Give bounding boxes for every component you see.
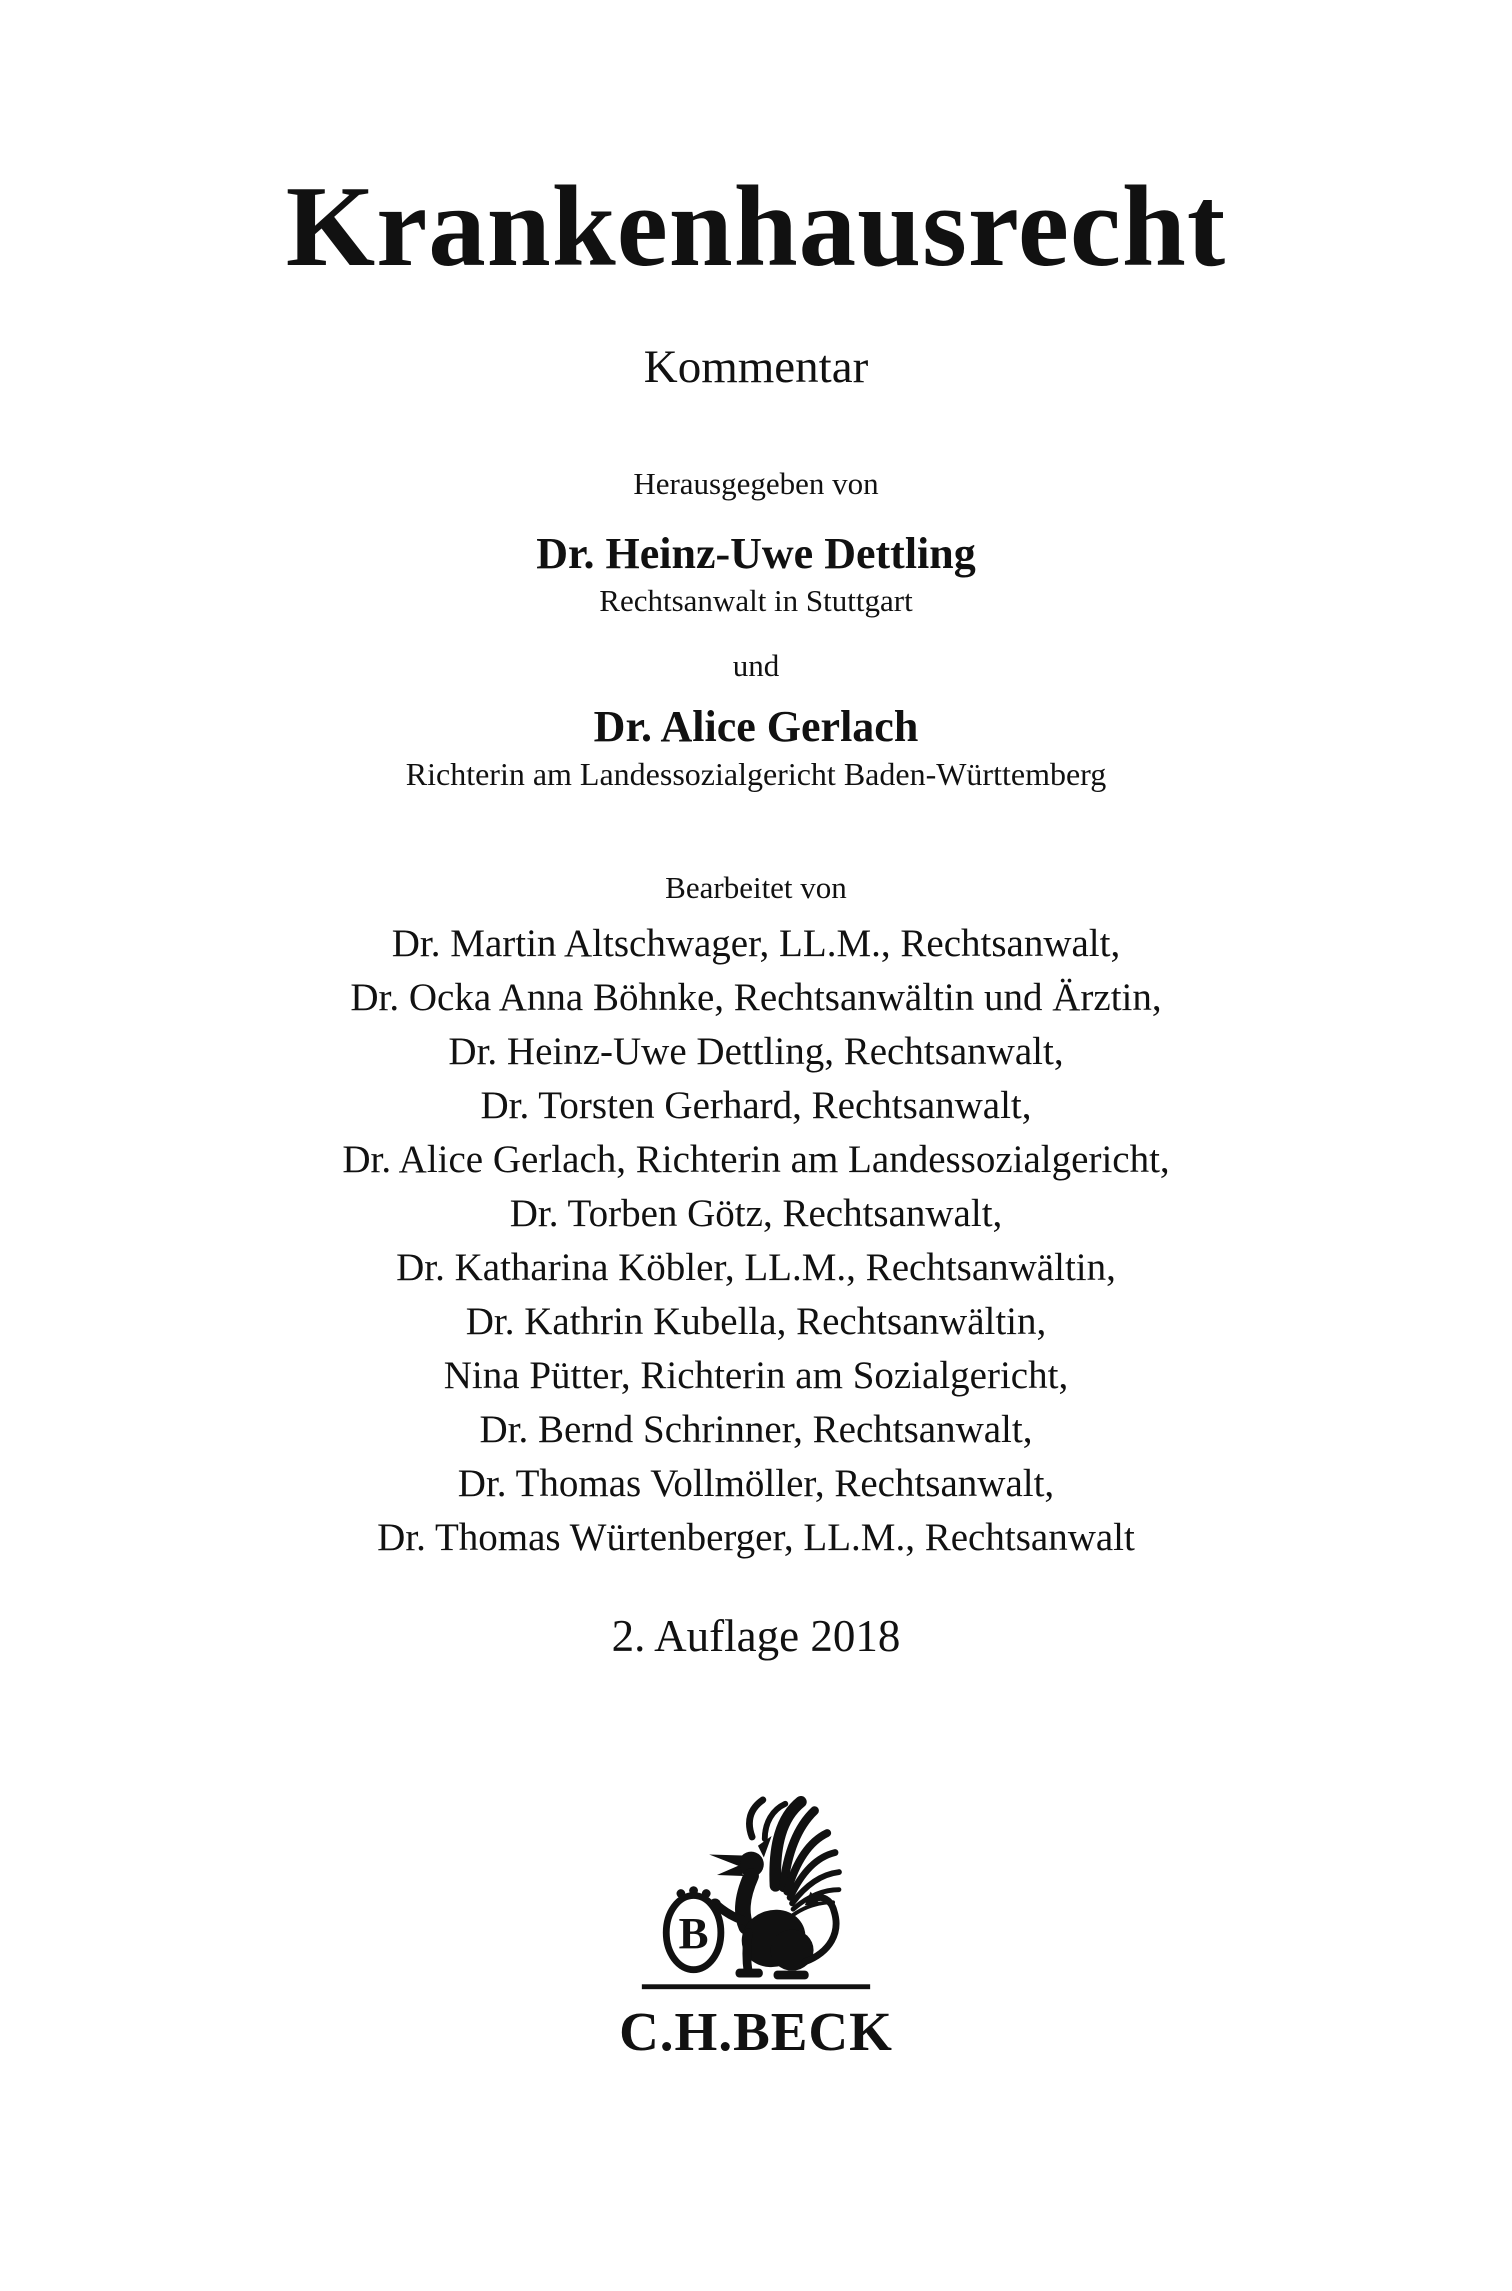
publisher-logo <box>636 1796 876 1996</box>
griffin-icon <box>709 1800 839 1980</box>
publisher-name: C.H.BECK <box>619 2001 893 2062</box>
book-subtitle: Kommentar <box>643 341 869 393</box>
contributor-line: Dr. Torsten Gerhard, Rechtsanwalt, <box>480 1084 1032 1127</box>
contributor-line: Dr. Katharina Köbler, LL.M., Rechtsanwältin, <box>396 1246 1116 1289</box>
contributor-line: Dr. Thomas Würtenberger, LL.M., Rechtsanwalt <box>377 1516 1135 1559</box>
contributor-line: Dr. Alice Gerlach, Richterin am Landessozialgericht, <box>342 1138 1170 1181</box>
contributor-line: Dr. Bernd Schrinner, Rechtsanwalt, <box>479 1408 1033 1451</box>
contributors-label: Bearbeitet von <box>665 870 847 905</box>
contributor-line: Dr. Heinz-Uwe Dettling, Rechtsanwalt, <box>448 1030 1064 1073</box>
contributor-line: Dr. Torben Götz, Rechtsanwalt, <box>509 1192 1003 1235</box>
editor-name: Dr. Heinz-Uwe Dettling <box>536 529 976 578</box>
monogram-letter: B <box>678 1908 709 1959</box>
editor-role: Richterin am Landessozialgericht Baden-Württemberg <box>405 756 1107 792</box>
contributor-line: Nina Pütter, Richterin am Sozialgericht, <box>443 1354 1069 1397</box>
monogram-badge <box>666 1886 721 1969</box>
editor-role: Rechtsanwalt in Stuttgart <box>599 583 913 618</box>
contributor-line: Dr. Thomas Vollmöller, Rechtsanwalt, <box>457 1462 1055 1505</box>
contributor-line: Dr. Ocka Anna Böhnke, Rechtsanwältin und Ärztin, <box>350 976 1162 1019</box>
edition-notice: 2. Auflage 2018 <box>611 1611 901 1661</box>
contributor-line: Dr. Kathrin Kubella, Rechtsanwältin, <box>465 1300 1047 1343</box>
logo-rule <box>642 1984 870 1989</box>
contributors-list <box>0 917 1512 1565</box>
contributor-line: Dr. Martin Altschwager, LL.M., Rechtsanwalt, <box>391 922 1121 965</box>
editors-conjunction: und <box>732 648 780 683</box>
editor-name: Dr. Alice Gerlach <box>593 702 919 751</box>
page-title: Krankenhausrecht <box>285 163 1227 290</box>
edited-by-label: Herausgegeben von <box>633 466 879 501</box>
